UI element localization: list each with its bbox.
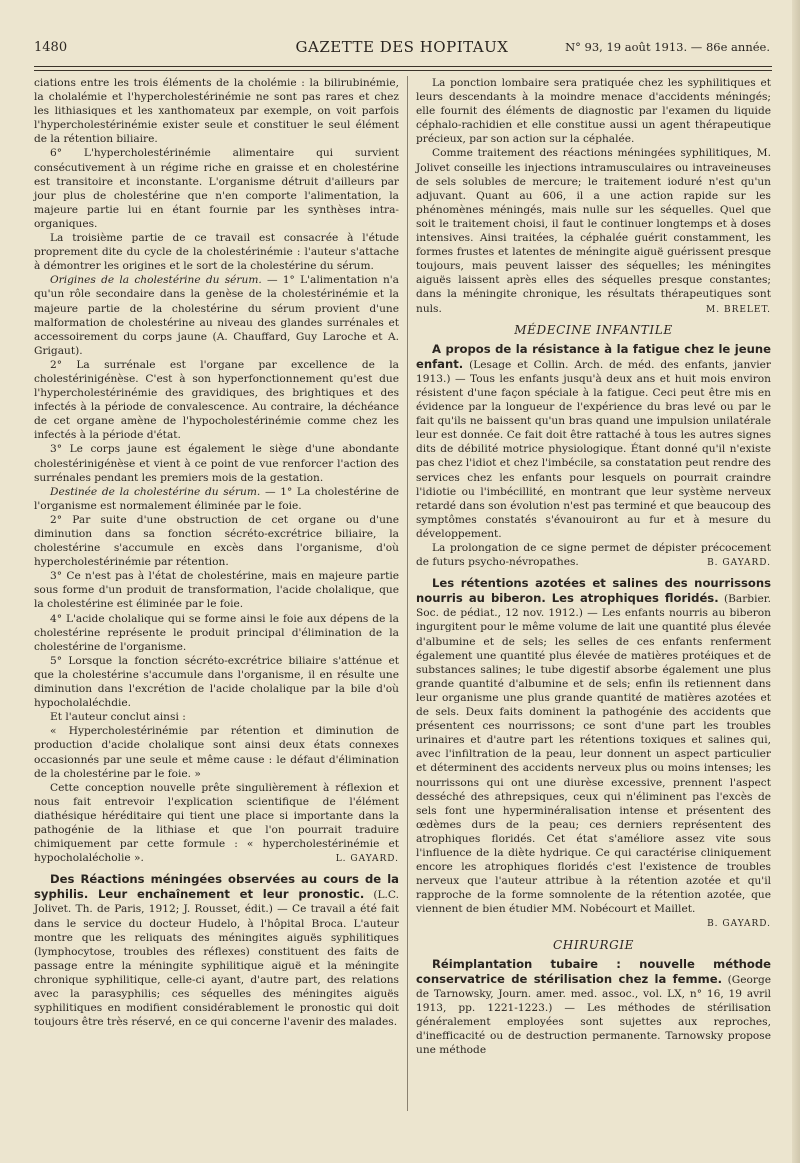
publication-title: GAZETTE DES HOPITAUX — [295, 38, 509, 56]
article-text: (Lesage et Collin. Arch. de méd. des enfants, janvier 1913.) — Tous les enfants jusqu'à deux ans et huit mois environ résistent d'une façon spéciale à la fatigue. Ceci peut être mis en évidence par la longueur de l'expérience du bras levé ou par le fait qu'ils ne baissent qu'un bras quand une impulsion unilatérale leur est donnée. Ce fait doit être rattaché à tous les autres signes dits de débilité motrice physiologique. Étant donné qu'il n'existe pas chez l'idiot et chez l'imbécile, sa constatation peut rendre des services chez les enfants pour lesquels on pourrait craindre l'idiotie ou l'imbécillité, en montrant que leur système nerveux retardé dans son évolution n'est pas terminé et que beaucoup des symptômes constatés s'évanouiront au fur et à mesure du développement. — [416, 358, 771, 540]
article-text: (George de Tarnowsky, Journ. amer. med. assoc., vol. LX, n° 16, 19 avril 1913, pp. 1221-1223.) — Les méthodes de stérilisation généralement employées sont sujettes aux reproches, d'inefficacité ou de destruction permanente. Tarnowsky propose une méthode — [416, 973, 771, 1057]
subheading: Destinée de la cholestérine du sérum. — [50, 485, 261, 498]
article-text: (L.C. Jolivet. Th. de Paris, 1912; J. Rousset, édit.) — Ce travail a été fait dans le service du docteur Hudelo, à l'hôpital Broca. L'auteur montre que les reliquats des méningites aiguës syphilitiques (lymphocytose, troubles des réflexes) constituent des faits de passage entre la méningite syphilitique aiguë et la méningite chronique syphilitique, celle-ci ayant, d'autre part, des relations avec la parasyphilis; ces séquelles des méningites aiguës syphilitiques en modifient considérablement le pronostic qui doit toujours être très réservé, en ce qui concerne l'avenir des malades. — [34, 889, 400, 1029]
header-rule-double — [34, 70, 772, 71]
paragraph — [416, 541, 771, 569]
article — [416, 957, 771, 1058]
paragraph: 5° Lorsque la fonction sécréto-excrétrice biliaire s'atténue et que la cholestérine s'accumule dans l'organisme, il en résulte une diminution dans l'excrétion de l'acide cholalique par la bile d'où hypocholaléchdie. — [34, 654, 399, 710]
article-text: (Barbier. Soc. de pédiat., 12 nov. 1912.) — Les enfants nourris au biberon ingurgitent pour le même volume de lait une quantité plus élevée d'albumine et de sels; les selles de ces enfants renferment également une quantité plus élevée de matières protéiques et de substances salines; le tube digestif absorbe également une plus grande quantité d'albumine et de sels; enfin ils retiennent dans leur organisme une plus grande quantité de matières azotées et de sels. Deux faits dominent la pathogénie des accidents que présentent ces nourrissons; ce sont d'une part les troubles urinaires et d'autre part les rétentions toxiques et salines qui, avec l'infiltration de la peau, leur donnent un aspect particulier et déterminent des accidents nerveux plus ou moins intenses; les nourrissons qui ont une diurèse excessive, prennent l'aspect desséché des athrepsiques, ceux qui n'éliminent pas l'excès de sels font une hyperminéralisation intense et présentent des œdèmes durs de la peau; ces derniers représentent des atrophiques floridés. Cet état s'améliore assez vite sous l'influence de la diète hydrique. Ce qui caractérise cliniquement encore les atrophiques floridés c'est l'existence de troubles nerveux que l'auteur attribue à la rétention azotée et qu'il rapproche de la forme somnolente de la rétention azotée, que viennent de bien étudier MM. Nobécourt et Maillet. — [416, 593, 772, 916]
paragraph-text: — 1° La cholestérine de l'organisme est normalement éliminée par le foie. — [34, 485, 399, 512]
paragraph: 2° Par suite d'une obstruction de cet organe ou d'une diminution dans sa fonction sécréto-excrétrice biliaire, la cholestérine s'accumule en excès dans l'organisme, d'où hypercholestérinémie par rétention. — [34, 513, 399, 569]
paragraph: La troisième partie de ce travail est consacrée à l'étude proprement dite du cycle de la cholestérinémie : l'auteur s'attache à démontrer les origines et le sort de la cholestérine du sérum. — [34, 232, 399, 273]
article-title: Des Réactions méningées observées au cours de la syphilis. Leur enchaînement et leur pronostic. — [34, 872, 399, 902]
article-title: Réimplantation tubaire : nouvelle méthode conservatrice de stérilisation chez la femme. — [416, 956, 771, 986]
article — [416, 342, 771, 541]
paragraph-text: La prolongation de ce signe permet de dépister précocement de futurs psycho-névropathes. — [416, 542, 771, 569]
paragraph: 2° La surrénale est l'organe par excellence de la cholestérinigénèse. C'est à son hyperfonctionnement qu'est due l'hypercholestérinémie des gravidiques, des brightiques et des infectés à la période de convalescence. Au contraire, la déchéance de cet organe amène de l'hypocholestérinémie comme chez les infectés à la période d'état. — [34, 358, 399, 442]
subheading: Origines de la cholestérine du sérum. — [50, 274, 262, 287]
paragraph-text: Cette conception nouvelle prête singulièrement à réflexion et nous fait entrevoir l'explication scientifique de l'élément diathésique héréditaire qui tient une place si importante dans la pathogénie de la lithiase et que l'on pourrait traduire chimiquement par cette formule : « hypercholestérinémie et hypocholalécholie ». — [34, 781, 399, 865]
paragraph — [34, 485, 399, 513]
section-heading-chirurgie: CHIRURGIE — [552, 937, 635, 952]
paragraph: Et l'auteur conclut ainsi : — [50, 711, 186, 724]
signature: B. GAYARD. — [707, 919, 771, 930]
paragraph: 4° L'acide cholalique qui se forme ainsi le foie aux dépens de la cholestérine représente le produit principal d'élimination de la cholestérine de l'organisme. — [34, 612, 399, 653]
section-heading-medecine-infantile: MÉDECINE INFANTILE — [514, 322, 673, 337]
quote-paragraph: « Hypercholestérinémie par rétention et diminution de production d'acide cholalique sont ainsi deux états connexes occasionnés par une seule et même cause : le défaut d'élimination de la cholestérine par le foie. » — [34, 725, 399, 780]
paragraph — [34, 273, 399, 358]
signature: L. GAYARD. — [335, 854, 399, 865]
paragraph-text: Comme traitement des réactions méningées syphilitiques, M. Jolivet conseille les injections intramusculaires ou intraveineuses de sels solubles de mercure; le traitement ioduré n'est qu'un adjuvant. Quant au 606, il a une action rapide sur les phénomènes méningés, mais nulle sur les séquelles. Quel que soit le traitement choisi, il faut le continuer longtemps et à doses intensives. Ainsi traitées, la céphalée guérit constamment, les formes frustes et latentes de méningite aiguë guérissent presque toujours, mais peuvent laisser des séquelles; les méningites aiguës laissent après elles des séquelles presque constantes; dans la méningite chronique, les résultats thérapeutiques sont nuls. — [416, 147, 771, 315]
paragraph — [416, 146, 771, 315]
signature: M. BRELET. — [706, 304, 771, 315]
paragraph — [34, 781, 399, 866]
paragraph: 3° Ce n'est pas à l'état de cholestérine, mais en majeure partie sous forme d'un produit de transformation, l'acide cholalique, que la cholestérine est éliminée par le foie. — [34, 570, 399, 611]
paragraph: La ponction lombaire sera pratiquée chez les syphilitiques et leurs descendants à la moindre menace d'accidents méningés; elle fournit des éléments de diagnostic par l'examen du liquide céphalo-rachidien et elle constitue aussi un agent thérapeutique précieux, par son action sur la céphalée. — [416, 77, 771, 146]
issue-info: N° 93, 19 août 1913. — 86e année. — [565, 40, 770, 54]
header-rule — [34, 66, 772, 67]
paragraph-text: — 1° L'alimentation n'a qu'un rôle secondaire dans la genèse de la cholestérinémie et la majeure partie de la cholestérine du sérum provient d'une malformation de cholestérine au niveau des glandes surrénales et accessoirement du corps jaune (A. Chauffard, Guy Laroche et A. Grigaut). — [34, 274, 399, 357]
page-edge — [792, 0, 800, 1163]
article-title: Les rétentions azotées et salines des nourrissons nourris au biberon. Les atrophiques floridés. — [416, 576, 771, 606]
page-number: 1480 — [34, 40, 68, 55]
article — [416, 576, 772, 930]
paragraph: ciations entre les trois éléments de la cholémie : la bilirubinémie, la cholalémie et l'hypercholestérinémie ne sont pas rares et chez les lithiasiques et les xanthomateux par exemple, on voit parfois l'hypercholestérinémie exister seule et constituer le seul élément de la rétention biliaire. — [34, 77, 399, 146]
page-header — [34, 38, 770, 60]
signature: B. GAYARD. — [707, 558, 771, 569]
paragraph: 6° L'hypercholestérinémie alimentaire qui survient consécutivement à un régime riche en graisse et en cholestérine est transitoire et inconstante. L'organisme détruit d'ailleurs par jour plus de cholestérine que n'en comporte l'alimentation, la majeure partie lui en étant fournie par les synthèses intra-organiques. — [34, 147, 399, 230]
right-column — [416, 76, 771, 1057]
column-divider — [407, 76, 408, 1111]
article-title: A propos de la résistance à la fatigue chez le jeune enfant. — [416, 341, 771, 371]
article — [34, 872, 399, 1029]
paragraph: 3° Le corps jaune est également le siège d'une abondante cholestérinigénèse et vient à ce point de vue renforcer l'action des surrénales pendant les premiers mois de la gestation. — [34, 443, 399, 484]
left-column — [34, 76, 399, 1029]
